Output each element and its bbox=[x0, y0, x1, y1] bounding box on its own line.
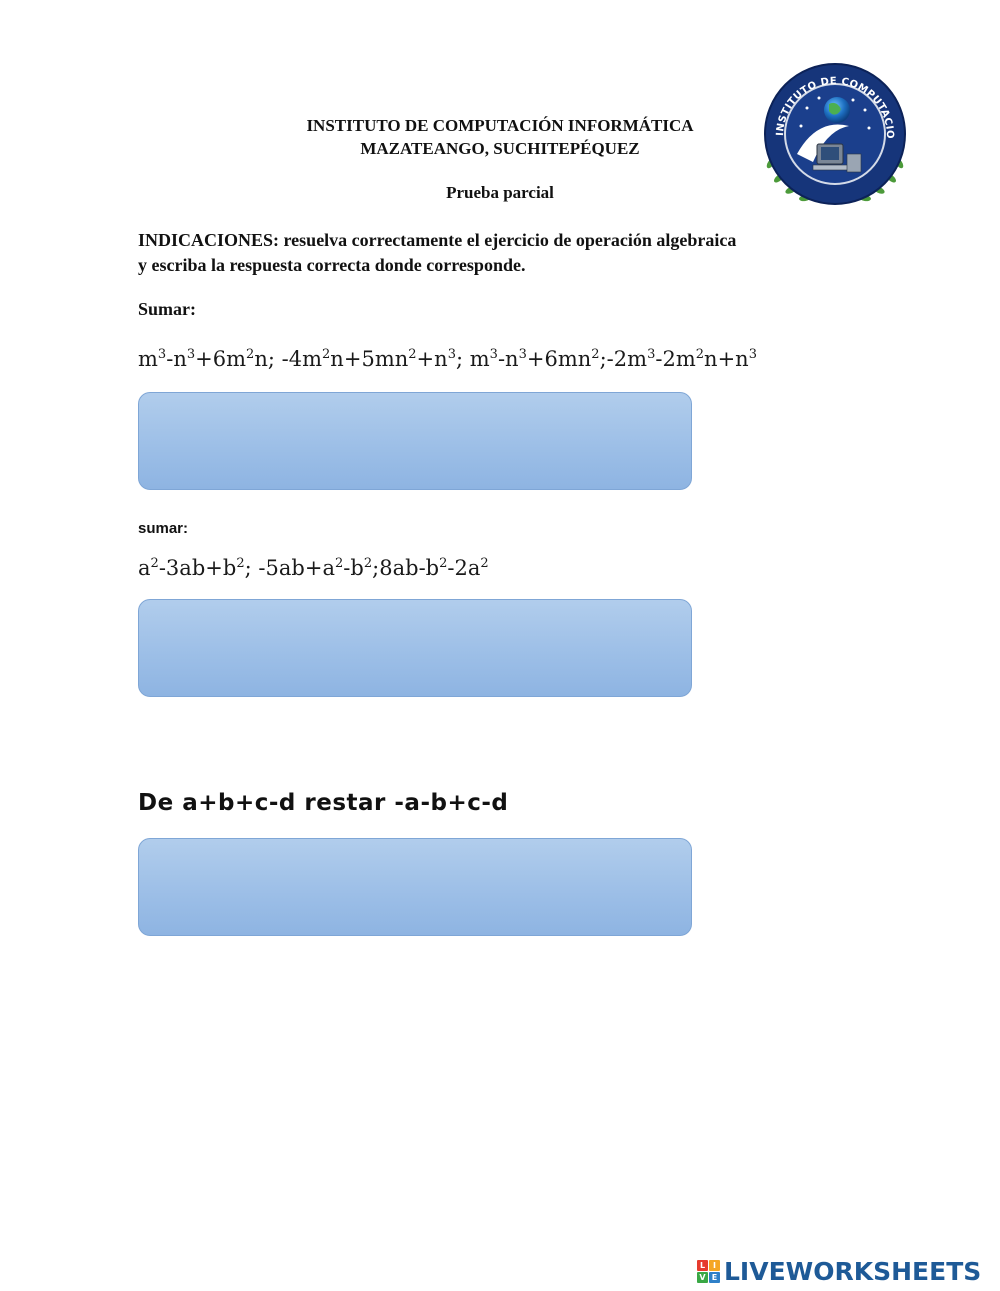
brand-block-e: E bbox=[709, 1272, 720, 1283]
brand-block-v: V bbox=[697, 1272, 708, 1283]
instructions-line-1: INDICACIONES: resuelva correctamente el ejercicio de operación algebraica bbox=[138, 230, 737, 250]
brand-blocks-icon bbox=[697, 1260, 720, 1283]
exercise-2-answer-input[interactable] bbox=[138, 599, 692, 697]
liveworksheets-brand bbox=[697, 1256, 981, 1286]
brand-block-i: I bbox=[709, 1260, 720, 1271]
instructions bbox=[138, 228, 878, 278]
test-subtitle: Prueba parcial bbox=[446, 183, 554, 202]
exercise-1-answer-input[interactable] bbox=[138, 392, 692, 490]
institution-logo bbox=[757, 58, 913, 210]
svg-text:INSTITUTO DE COMPUTACION INFOR: INSTITUTO DE COMPUTACIO bbox=[774, 75, 896, 140]
exercise-1-label: Sumar: bbox=[138, 299, 196, 319]
instructions-line-2: y escriba la respuesta correcta donde corresponde. bbox=[138, 255, 526, 275]
institution-name: INSTITUTO DE COMPUTACIÓN INFORMÁTICA bbox=[306, 116, 694, 135]
exercise-2-label: sumar: bbox=[138, 520, 189, 537]
exercise-3-answer-input[interactable] bbox=[138, 838, 692, 936]
exercise-1-expression: $m^3-n^3+6m^2n$; $-4m^2n+5mn^2+n^3$; $m^3-n^3+6mn^2;-2m^3-2m^2n+n^3$ bbox=[138, 347, 757, 371]
brand-name: LIVEWORKSHEETS bbox=[724, 1256, 982, 1286]
brand-block-l: L bbox=[697, 1260, 708, 1271]
exercise-3-label: De a+b+c-d restar -a-b+c-d bbox=[138, 790, 509, 816]
institution-location: MAZATEANGO, SUCHITEPÉQUEZ bbox=[360, 139, 640, 158]
exercise-2-expression: $a^2-3ab+b^2$; $-5ab+a^2-b^2;8ab-b^2-2a^2$ bbox=[138, 556, 489, 580]
